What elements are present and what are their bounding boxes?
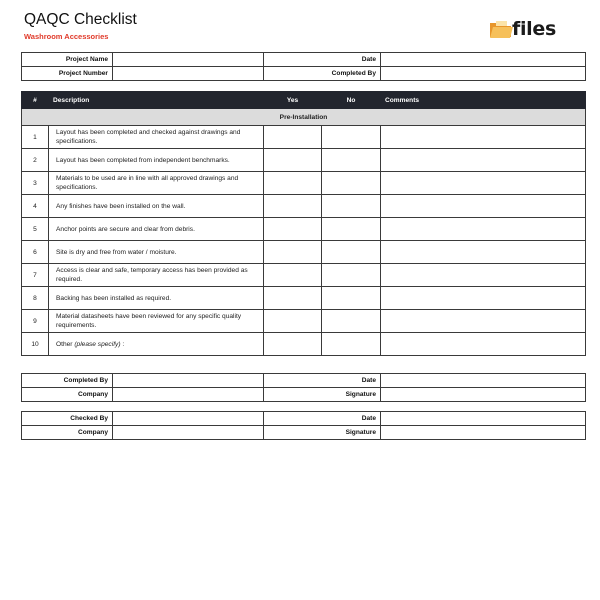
- yes-cell[interactable]: [264, 218, 322, 241]
- section-title: Pre-Installation: [22, 109, 586, 126]
- comments-cell[interactable]: [381, 172, 586, 195]
- checklist-row: [22, 172, 586, 195]
- completed-by-field[interactable]: [381, 67, 586, 81]
- checklist-row: [22, 287, 586, 310]
- checklist-row: [22, 149, 586, 172]
- completed-signature-label: Signature: [264, 388, 381, 402]
- completed-signature-field[interactable]: [381, 388, 586, 402]
- description-header: Description: [49, 92, 264, 109]
- checklist-row: [22, 195, 586, 218]
- checked-signature-field[interactable]: [381, 426, 586, 440]
- item-description: Material datasheets have been reviewed for any specific quality requirements.: [49, 310, 264, 333]
- checklist-row: [22, 333, 586, 356]
- yes-cell[interactable]: [264, 333, 322, 356]
- completed-by-label: Completed By: [264, 67, 381, 81]
- project-number-label: Project Number: [22, 67, 113, 81]
- comments-cell[interactable]: [381, 310, 586, 333]
- completed-date-label: Date: [264, 374, 381, 388]
- completed-by-name-field[interactable]: [113, 374, 264, 388]
- checklist-row: [22, 218, 586, 241]
- yes-cell[interactable]: [264, 241, 322, 264]
- item-description: Backing has been installed as required.: [49, 287, 264, 310]
- project-name-label: Project Name: [22, 53, 113, 67]
- logo: [487, 16, 556, 42]
- no-cell[interactable]: [322, 333, 381, 356]
- item-description: Access is clear and safe, temporary access has been provided as required.: [49, 264, 264, 287]
- item-description: Anchor points are secure and clear from debris.: [49, 218, 264, 241]
- checklist-row: [22, 310, 586, 333]
- comments-cell[interactable]: [381, 126, 586, 149]
- completed-company-label: Company: [22, 388, 113, 402]
- item-number: 7: [22, 264, 49, 287]
- completed-company-field[interactable]: [113, 388, 264, 402]
- item-number: 9: [22, 310, 49, 333]
- yes-cell[interactable]: [264, 287, 322, 310]
- yes-cell[interactable]: [264, 264, 322, 287]
- page-title: QAQC Checklist: [24, 11, 137, 28]
- completed-by-label: Completed By: [22, 374, 113, 388]
- checked-signature-label: Signature: [264, 426, 381, 440]
- item-description: Layout has been completed and checked against drawings and specifications.: [49, 126, 264, 149]
- yes-cell[interactable]: [264, 126, 322, 149]
- checked-company-label: Company: [22, 426, 113, 440]
- section-row: [22, 109, 586, 126]
- yes-cell[interactable]: [264, 310, 322, 333]
- item-description-suffix: :: [122, 340, 125, 348]
- no-cell[interactable]: [322, 241, 381, 264]
- project-number-field[interactable]: [113, 67, 264, 81]
- date-field[interactable]: [381, 53, 586, 67]
- checklist-row: [22, 126, 586, 149]
- no-cell[interactable]: [322, 264, 381, 287]
- no-cell[interactable]: [322, 149, 381, 172]
- no-cell[interactable]: [322, 172, 381, 195]
- item-description: Materials to be used are in line with all approved drawings and specifications.: [49, 172, 264, 195]
- folder-icon: [487, 18, 515, 40]
- item-description-note: (please specify): [74, 340, 121, 348]
- logo-text: files: [512, 18, 556, 40]
- checked-date-field[interactable]: [381, 412, 586, 426]
- checked-by-label: Checked By: [22, 412, 113, 426]
- comments-cell[interactable]: [381, 264, 586, 287]
- comments-cell[interactable]: [381, 149, 586, 172]
- no-cell[interactable]: [322, 195, 381, 218]
- checklist-row: [22, 264, 586, 287]
- no-cell[interactable]: [322, 218, 381, 241]
- item-number: 4: [22, 195, 49, 218]
- comments-cell[interactable]: [381, 333, 586, 356]
- no-header: No: [322, 92, 381, 109]
- checked-by-name-field[interactable]: [113, 412, 264, 426]
- checked-company-field[interactable]: [113, 426, 264, 440]
- item-number: 10: [22, 333, 49, 356]
- item-number: 3: [22, 172, 49, 195]
- no-cell[interactable]: [322, 126, 381, 149]
- no-cell[interactable]: [322, 287, 381, 310]
- completed-date-field[interactable]: [381, 374, 586, 388]
- project-name-field[interactable]: [113, 53, 264, 67]
- item-number: 1: [22, 126, 49, 149]
- project-info-table: [21, 52, 586, 81]
- date-label: Date: [264, 53, 381, 67]
- checklist-header-row: [22, 92, 586, 109]
- page-subtitle: Washroom Accessories: [24, 32, 109, 41]
- checklist-table: [21, 91, 586, 356]
- checked-by-table: [21, 411, 586, 440]
- no-cell[interactable]: [322, 310, 381, 333]
- item-description: [49, 333, 264, 356]
- item-description: Layout has been completed from independent benchmarks.: [49, 149, 264, 172]
- checked-date-label: Date: [264, 412, 381, 426]
- yes-header: Yes: [264, 92, 322, 109]
- yes-cell[interactable]: [264, 195, 322, 218]
- yes-cell[interactable]: [264, 172, 322, 195]
- checklist-row: [22, 241, 586, 264]
- num-header: #: [22, 92, 49, 109]
- item-number: 2: [22, 149, 49, 172]
- item-number: 5: [22, 218, 49, 241]
- item-number: 8: [22, 287, 49, 310]
- item-description: Any finishes have been installed on the wall.: [49, 195, 264, 218]
- comments-cell[interactable]: [381, 218, 586, 241]
- comments-cell[interactable]: [381, 195, 586, 218]
- comments-cell[interactable]: [381, 287, 586, 310]
- completed-by-table: [21, 373, 586, 402]
- item-description: Site is dry and free from water / moisture.: [49, 241, 264, 264]
- comments-header: Comments: [381, 92, 586, 109]
- comments-cell[interactable]: [381, 241, 586, 264]
- item-number: 6: [22, 241, 49, 264]
- item-description-text: Other: [56, 340, 73, 348]
- yes-cell[interactable]: [264, 149, 322, 172]
